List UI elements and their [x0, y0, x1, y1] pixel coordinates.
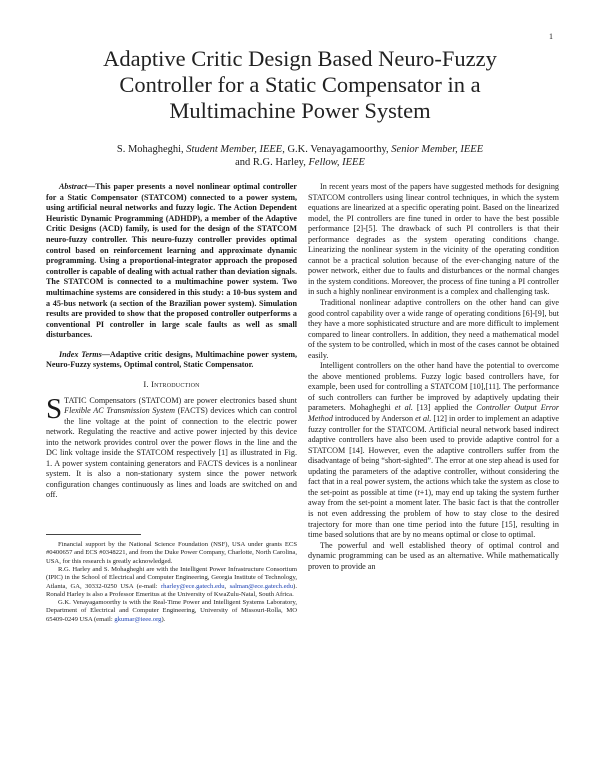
- footnote-text: G.K. Venayagamoorthy is with the Real-Time Power and Intelligent Systems Laboratory, Department of Electrical and Computer Engineering, University of Missouri-Rolla, MO 65409-0249 USA (email:: [46, 599, 297, 623]
- text-italic: et al.: [394, 403, 413, 413]
- body-paragraph: The powerful and well established theory of optimal control and dynamic programming can be used as an alternative. While mathematically proven to provide an: [308, 540, 559, 571]
- drop-cap: S: [46, 392, 63, 425]
- left-column: [46, 182, 297, 624]
- index-terms-label: Index Terms: [59, 349, 102, 359]
- footnote-text: ). Ronald Harley is also a Professor Emeritus at the University of KwaZulu-Natal, South Africa.: [46, 582, 297, 598]
- intro-italic: Flexible AC Transmission System: [64, 406, 175, 416]
- abstract-label: Abstract: [59, 182, 87, 191]
- text-italic: Controller Output Error Method: [308, 403, 559, 424]
- text-italic: et al.: [415, 414, 432, 424]
- paper-title: Adaptive Critic Design Based Neuro-Fuzzy Controller for a Static Compensator in a Multimachine Power System: [103, 46, 497, 123]
- footnote-affiliation-1: [46, 566, 297, 599]
- email-link[interactable]: gkumar@ieee.org: [114, 615, 162, 623]
- body-paragraph: In recent years most of the papers have suggested methods for designing STATCOM controllers using linear control techniques, in which the system equations are linearized at a specific operating point. Based on the linearized model, the PI controllers are fine tuned in order to have the best possible performance [2]-[5]. The drawback of such PI controllers is that their performance degrades as the system operating conditions change. Linearizing the nonlinear system in the vicinity of the operating condition cannot be a practical solution because of the ever-changing nature of the power network, either due to faults and disturbances or the normal changes in the system conditions. Moreover, the process of fine tuning a PI controller in such a highly nonlinear environment is a complex and challenging task.: [308, 182, 559, 297]
- abstract: [46, 182, 297, 341]
- text-run: [12] in order to implement an adaptive fuzzy controller for the STATCOM. Artificial neural network based indirect adaptive controllers have also been used to provide adaptive control for a STATCOM [14]. However, even the adaptive controllers suffer from the disadvantage of being “short-sighted”. The error at one step ahead is used for updating the parameters of the adaptive controller, without considering the fact that in a real power system, the actions which take the system as close to the set-point as possible at time (: [308, 414, 560, 497]
- footnote-affiliation-2: [46, 599, 297, 624]
- author-3-role: Fellow, IEEE: [308, 157, 365, 168]
- intro-text-b: (FACTS) devices which can control the line voltage at the point of connection to the electric power network. Regulating the reactive and active power injected by this device into the network provides control over the power flows in the line and the DC link voltage inside the STATCOM respectively [1] as illustrated in Fig. 1. A power system containing generators and FACTS devices is a nonlinear system. It is also a non-stationary system since the power network configuration changes continuously as lines and loads are switched on and off.: [46, 406, 297, 500]
- author-separator: , G.K. Venayagamoorthy,: [282, 144, 392, 155]
- text-run: Intelligent controllers on the other hand have the potential to overcome the above mentioned problems. Fuzzy logic based controllers have, for example, been used for controlling a STATCOM [10],[11]. The performance of such controllers can further be improved by adaptively updating their parameters. Mohagheghi: [308, 361, 559, 413]
- footnote-text: ).: [161, 615, 166, 623]
- abstract-text: —This paper presents a novel nonlinear optimal controller for a Static Compensator (STATCOM) connected to a power system, using artificial neural networks and fuzzy logic. The Action Dependent Heuristic Dynamic Programming (ADHDP), a member of the Adaptive Critic Designs (ACD) family, is used for the design of the STATCOM neuro-fuzzy controller. This neuro-fuzzy controller provides optimal control based on reinforcement learning and approximate dynamic programming. Using a proportional-integrator approach the proposed controller is capable of dealing with actual rather than deviation signals. The STATCOM is connected to a multimachine power system. Two multimachine systems are considered in this study: a 10-bus system and a 45-bus network (a section of the Brazilian power system). Simulation results are provided to show that the proposed controller outperforms a conventional PI controller in large scale faults as well as small disturbances.: [46, 182, 297, 340]
- section-title: Introduction: [151, 379, 200, 389]
- email-link[interactable]: rharley@ece.gatech.edu: [160, 582, 225, 590]
- body-paragraph: [308, 361, 559, 540]
- text-run: [13] applied the: [412, 403, 477, 413]
- footnote-rule: [46, 534, 141, 535]
- author-3-name: and R.G. Harley,: [235, 157, 309, 168]
- author-block: [70, 143, 530, 169]
- body-paragraph: Traditional nonlinear adaptive controllers on the other hand can give good control capability over a wide range of operating conditions [6]-[9], but they have a more sophisticated structure and are more difficult to implement compared to linear controllers. In addition, they need a mathematical model of the system to be controlled, which in most of the cases cannot be obtained easily.: [308, 298, 559, 360]
- right-column: [308, 182, 559, 572]
- footnote-text: R.G. Harley and S. Mohagheghi are with the Intelligent Power Infrastructure Consortium (IPIC) in the School of Electrical and Computer Engineering, Georgia Institute of Technology, Atlanta, GA, 30332-0250 USA (e-mail:: [46, 565, 297, 590]
- intro-paragraph: [46, 392, 297, 501]
- index-terms: [46, 350, 297, 371]
- footnote-text: ,: [224, 582, 230, 590]
- section-heading: [46, 379, 297, 390]
- email-link[interactable]: salman@ece.gatech.edu: [229, 582, 294, 590]
- author-2-role: Senior Member, IEEE: [391, 144, 484, 155]
- intro-text-a: TATIC Compensators (STATCOM) are power electronics based shunt: [64, 395, 297, 405]
- text-run: +1), may end up taking the system further away from the set-point a moment later. The basic fact is that the controller is not even addressing the problem of how to stay close to the desired trajectory for more than one time period into the future [15], resulting in time based solutions that are by no means optimal or close to optimal.: [308, 487, 560, 540]
- section-numeral: I.: [143, 379, 152, 389]
- page-number: 1: [549, 32, 553, 41]
- text-run: introduced by Anderson: [332, 414, 416, 424]
- author-1-role: Student Member, IEEE: [186, 144, 283, 155]
- index-terms-text: —Adaptive critic designs, Multimachine power system, Neuro-Fuzzy systems, Optimal control, Static Compensator.: [46, 349, 297, 370]
- text-italic: t: [417, 487, 420, 497]
- footnote-funding: Financial support by the National Science Foundation (NSF), USA under grants ECS #0400657 and ECS #0348221, and from the Duke Power Company, Charlotte, North Carolina, USA, for this research is greatly acknowledged.: [46, 541, 297, 565]
- author-1-name: S. Mohagheghi,: [116, 144, 187, 155]
